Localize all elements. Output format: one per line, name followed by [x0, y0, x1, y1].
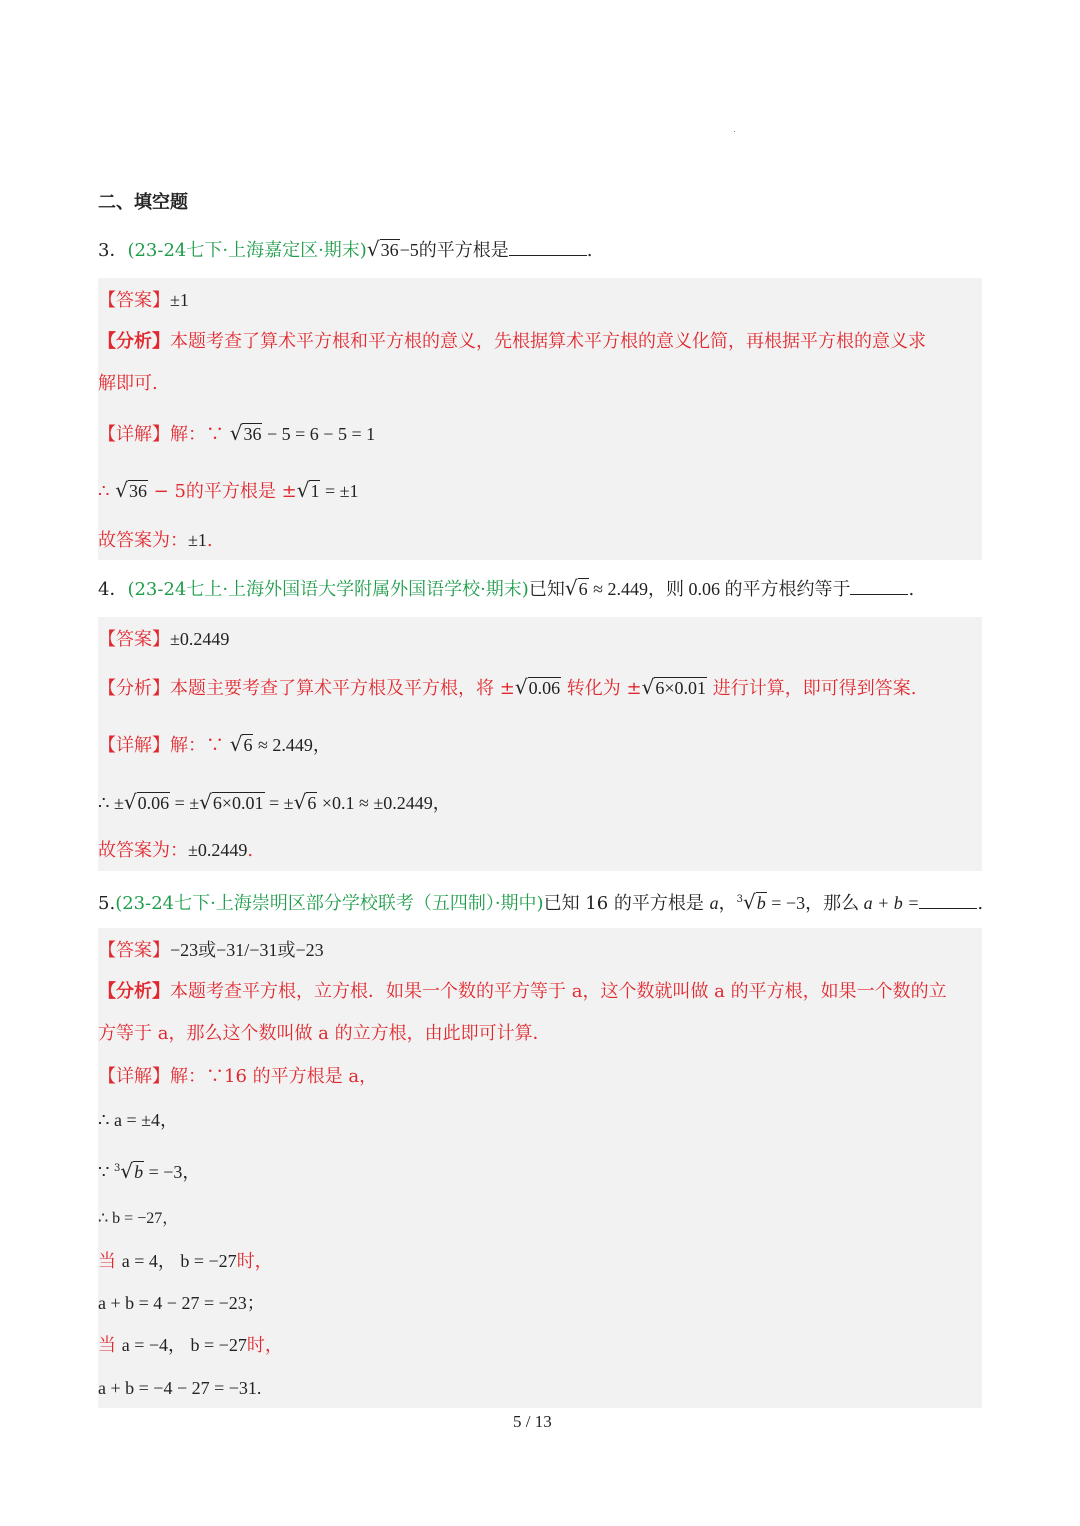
detail-step: ∴ ±√0.06 = ±√6×0.01 = ±√6 ×0.1 ≈ ±0.2449，	[98, 790, 451, 814]
detail-line: 【详解】解：∵16 的平方根是 a，	[98, 1066, 378, 1087]
analysis-line-2: 解即可.	[98, 373, 158, 394]
answer-label: 【答案】	[98, 629, 170, 650]
final-answer-line: 故答案为：±1.	[98, 530, 213, 551]
radicand: 36	[380, 240, 399, 260]
analysis-line: 【分析】本题主要考查了算术平方根及平方根，将 ±√0.06 转化为 ±√6×0.01 进行计算，即可得到答案.	[98, 675, 917, 699]
question-5-stem: 5.(23-24七下·上海崇明区部分学校联考（五四制）·期中)已知 16 的平方根是 a，$^3$√b = −3，那么 a + b = .	[98, 890, 984, 914]
question-source: (23-24七下·上海嘉定区·期末)	[127, 240, 367, 261]
analysis-label: 【分析】	[98, 981, 170, 1002]
answer-label: 【答案】	[98, 290, 170, 311]
answer-line	[98, 627, 229, 652]
answer-value: ±0.2449	[170, 629, 230, 649]
analysis-line-2: 方等于 a，那么这个数叫做 a 的立方根，由此即可计算．	[98, 1023, 551, 1044]
detail-line: 【详解】解：∵ √36 − 5 = 6 − 5 = 1	[98, 421, 376, 445]
analysis-line: 【分析】本题考查平方根，立方根．如果一个数的平方等于 a，这个数就叫做 a 的平方根，如果一个数的立	[98, 981, 947, 1002]
detail-step: ∴ b = −27，	[98, 1210, 179, 1227]
stray-dot	[734, 131, 735, 132]
detail-step: ∵ $^3$√b = −3，	[98, 1159, 201, 1183]
detail-line: 【详解】解：∵ √6 ≈ 2.449，	[98, 732, 331, 756]
solution-box-3	[98, 278, 982, 560]
answer-line	[98, 938, 324, 963]
section-title: 二、填空题	[98, 192, 188, 213]
question-source: (23-24七上·上海外国语大学附属外国语学校·期末)	[127, 579, 529, 600]
detail-step: ∴ a = ±4，	[98, 1110, 178, 1130]
page-number: 5 / 13	[513, 1412, 552, 1431]
final-answer-line: 故答案为：±0.2449.	[98, 840, 254, 861]
answer-line	[98, 288, 189, 313]
question-3-stem: 3．(23-24七下·上海嘉定区·期末)√36−5的平方根是 .	[98, 237, 593, 261]
detail-label: 【详解】	[98, 424, 170, 445]
detail-step: a + b = −4 − 27 = −31.	[98, 1378, 262, 1398]
detail-step: 当 a = −4， b = −27时，	[98, 1335, 283, 1356]
question-number: 5.	[98, 893, 116, 914]
detail-label: 【详解】	[98, 735, 170, 756]
detail-label: 【详解】	[98, 1066, 170, 1087]
analysis-label: 【分析】	[98, 678, 170, 699]
analysis-line: 【分析】本题考查了算术平方根和平方根的意义，先根据算术平方根的意义化简，再根据平方根的意义求	[98, 331, 926, 352]
detail-step: ∴ √36 − 5的平方根是 ±√1 = ±1	[98, 478, 359, 502]
question-source: (23-24七下·上海崇明区部分学校联考（五四制）·期中)	[115, 893, 544, 914]
answer-value: ±1	[170, 290, 189, 310]
answer-blank	[509, 239, 587, 256]
detail-step: a + b = 4 − 27 = −23；	[98, 1293, 265, 1313]
answer-label: 【答案】	[98, 940, 170, 961]
analysis-label: 【分析】	[98, 331, 170, 352]
question-number: 3．	[98, 240, 128, 261]
answer-value: −23或−31/−31或−23	[170, 940, 324, 960]
question-4-stem: 4．(23-24七上·上海外国语大学附属外国语学校·期末)已知√6 ≈ 2.449，则 0.06 的平方根约等于 .	[98, 576, 915, 600]
detail-step: 当 a = 4， b = −27时，	[98, 1251, 273, 1272]
answer-blank	[850, 578, 908, 595]
answer-blank	[919, 892, 977, 909]
question-number: 4．	[98, 579, 128, 600]
